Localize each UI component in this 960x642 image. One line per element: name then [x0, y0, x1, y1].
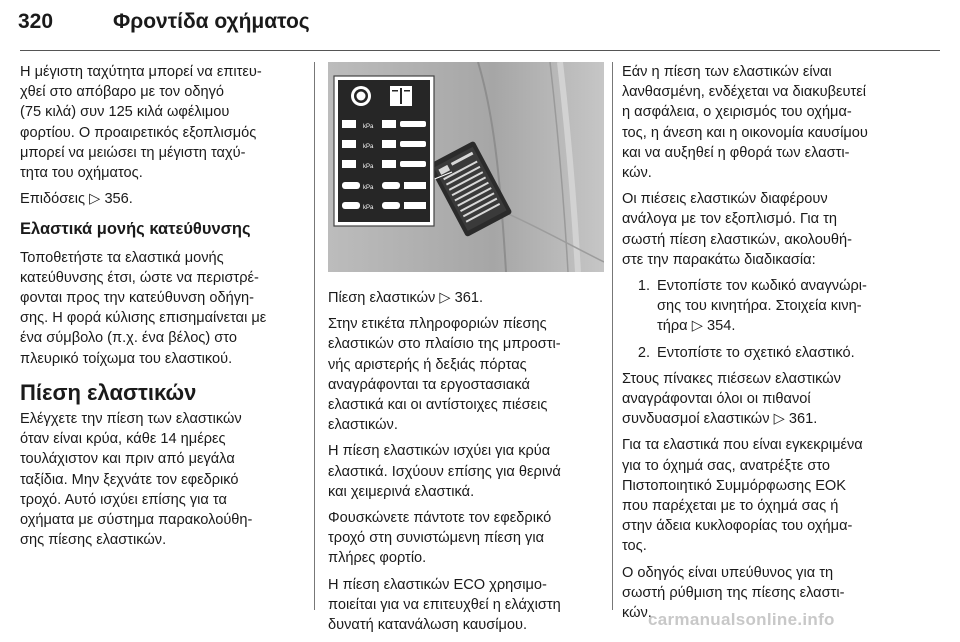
- page-number: 320: [18, 10, 54, 33]
- paragraph-pressure-tables: Στους πίνακες πιέσεων ελαστικών αναγράφονται όλοι οι πιθανοί συνδυασμοί ελαστικών ▷ 361.: [622, 370, 841, 428]
- tyre-pressure-label-figure: [328, 62, 604, 272]
- intro-paragraph: Η μέγιστη ταχύτητα μπορεί να επιτευ- χθεί στο απόβαρο με τον οδηγό (75 κιλά) συν 125 κιλά ωφέλιμου φορτίου. Ο προαιρετικός εξοπλισμός μπορεί να μειώσει τη μέγιστη ταχύ- τητα του οχήματος.: [20, 64, 262, 182]
- svg-text:kPa: kPa: [363, 205, 374, 211]
- paragraph-wrong-pressure: Εάν η πίεση των ελαστικών είναι λανθασμένη, ενδέχεται να διακυβευτεί η ασφάλεια, ο χειρισμός του οχήμα- τος, η άνεση και η οικονομία καυσίμου και να αυξηθεί η φθορά των ελαστι- κών.: [622, 64, 868, 182]
- page-ref-icon: ▷: [89, 191, 101, 208]
- page-ref-icon: ▷: [439, 290, 451, 306]
- procedure-step-2: 2. Εντοπίστε το σχετικό ελαστικό.: [637, 344, 855, 361]
- tyre-combinations-reference[interactable]: συνδυασμοί ελαστικών ▷ 361.: [622, 411, 818, 428]
- heading-directional-tyres: Ελαστικά μονής κατεύθυνσης: [20, 220, 251, 239]
- engine-data-reference[interactable]: τήρα ▷ 354.: [657, 318, 736, 335]
- page-ref-icon: ▷: [773, 411, 785, 428]
- procedure-step-1: 1. Εντοπίστε τον κωδικό αναγνώρι- σης του κινητήρα. Στοιχεία κινη- τήρα ▷ 354.: [637, 278, 867, 335]
- column-1: [20, 62, 305, 556]
- svg-text:kPa: kPa: [363, 164, 374, 170]
- directional-tyres-paragraph: Τοποθετήστε τα ελαστικά μονής κατεύθυνσης έτσι, ώστε να περιστρέ- φονται προς την κατεύθυνση οδήγη- σης. Η φορά κύλισης επισημαίνεται με ένα σύμβολο (π.χ. ένα βέλος) στο πλευρικό τοίχωμα του ελαστικού.: [20, 249, 267, 367]
- tyre-pressure-paragraph: Ελέγχετε την πίεση των ελαστικών όταν είναι κρύα, κάθε 14 ημέρες τουλάχιστον και πριν από μεγάλα ταξίδια. Μην ξεχνάτε τον εφεδρικό τροχό. Αυτό ισχύει επίσης για τα οχήματα με σύστημα παρακολούθη- σης πίεσης ελαστικών.: [20, 411, 253, 549]
- heading-tyre-pressure: Πίεση ελαστικών: [20, 379, 197, 405]
- paragraph-eco-pressure: Η πίεση ελαστικών ECO χρησιμο- ποιείται για να επιτευχθεί η ελάχιστη δυνατή κατανάλωση καυσίμου.: [328, 576, 561, 634]
- paragraph-driver-responsibility: Ο οδηγός είναι υπεύθυνος για τη σωστή ρύθμιση της πίεσης ελαστι- κών.: [622, 564, 845, 622]
- paragraph-label-location: Στην ετικέτα πληροφοριών πίεσης ελαστικών στο πλαίσιο της μπροστι- νής αριστερής ή δεξιάς πόρτας αναγράφονται τα εργοστασιακά ελαστικά και οι αντίστοιχες πιέσεις ελαστικών.: [328, 316, 561, 434]
- svg-text:kPa: kPa: [363, 185, 374, 191]
- header-rule: [20, 50, 940, 51]
- paragraph-procedure-intro: Οι πιέσεις ελαστικών διαφέρουν ανάλογα με τον εξοπλισμό. Για τη σωστή πίεση ελαστικών, ακολουθή- στε την παρακάτω διαδικασία:: [622, 191, 852, 268]
- page-title: Φροντίδα οχήματος: [113, 10, 310, 33]
- figure-illustration: [328, 62, 604, 272]
- page-ref-icon: ▷: [691, 318, 703, 335]
- svg-text:kPa: kPa: [363, 124, 374, 130]
- performance-reference[interactable]: Επιδόσεις ▷ 356.: [20, 191, 133, 208]
- column-2: [328, 288, 608, 641]
- watermark: carmanualsonline.info: [648, 610, 835, 629]
- paragraph-spare-wheel: Φουσκώνετε πάντοτε τον εφεδρικό τροχό στη συνιστώμενη πίεση για πλήρες φορτίο.: [328, 510, 552, 567]
- column-3: [622, 62, 917, 629]
- figure-caption[interactable]: Πίεση ελαστικών ▷ 361.: [328, 290, 484, 306]
- svg-text:kPa: kPa: [363, 144, 374, 150]
- column-separator-2: [612, 62, 613, 610]
- column-separator-1: [314, 62, 315, 610]
- paragraph-cold-tyres: Η πίεση ελαστικών ισχύει για κρύα ελαστικά. Ισχύουν επίσης για θερινά και χειμερινά ελαστικά.: [328, 443, 561, 500]
- paragraph-approved-tyres: Για τα ελαστικά που είναι εγκεκριμένα για το όχημά σας, ανατρέξτε στο Πιστοποιητικό Συμμόρφωσης ΕΟΚ που παρέχεται με το όχημά σας ή στην άδεια κυκλοφορίας του οχήμα- τος.: [622, 437, 863, 555]
